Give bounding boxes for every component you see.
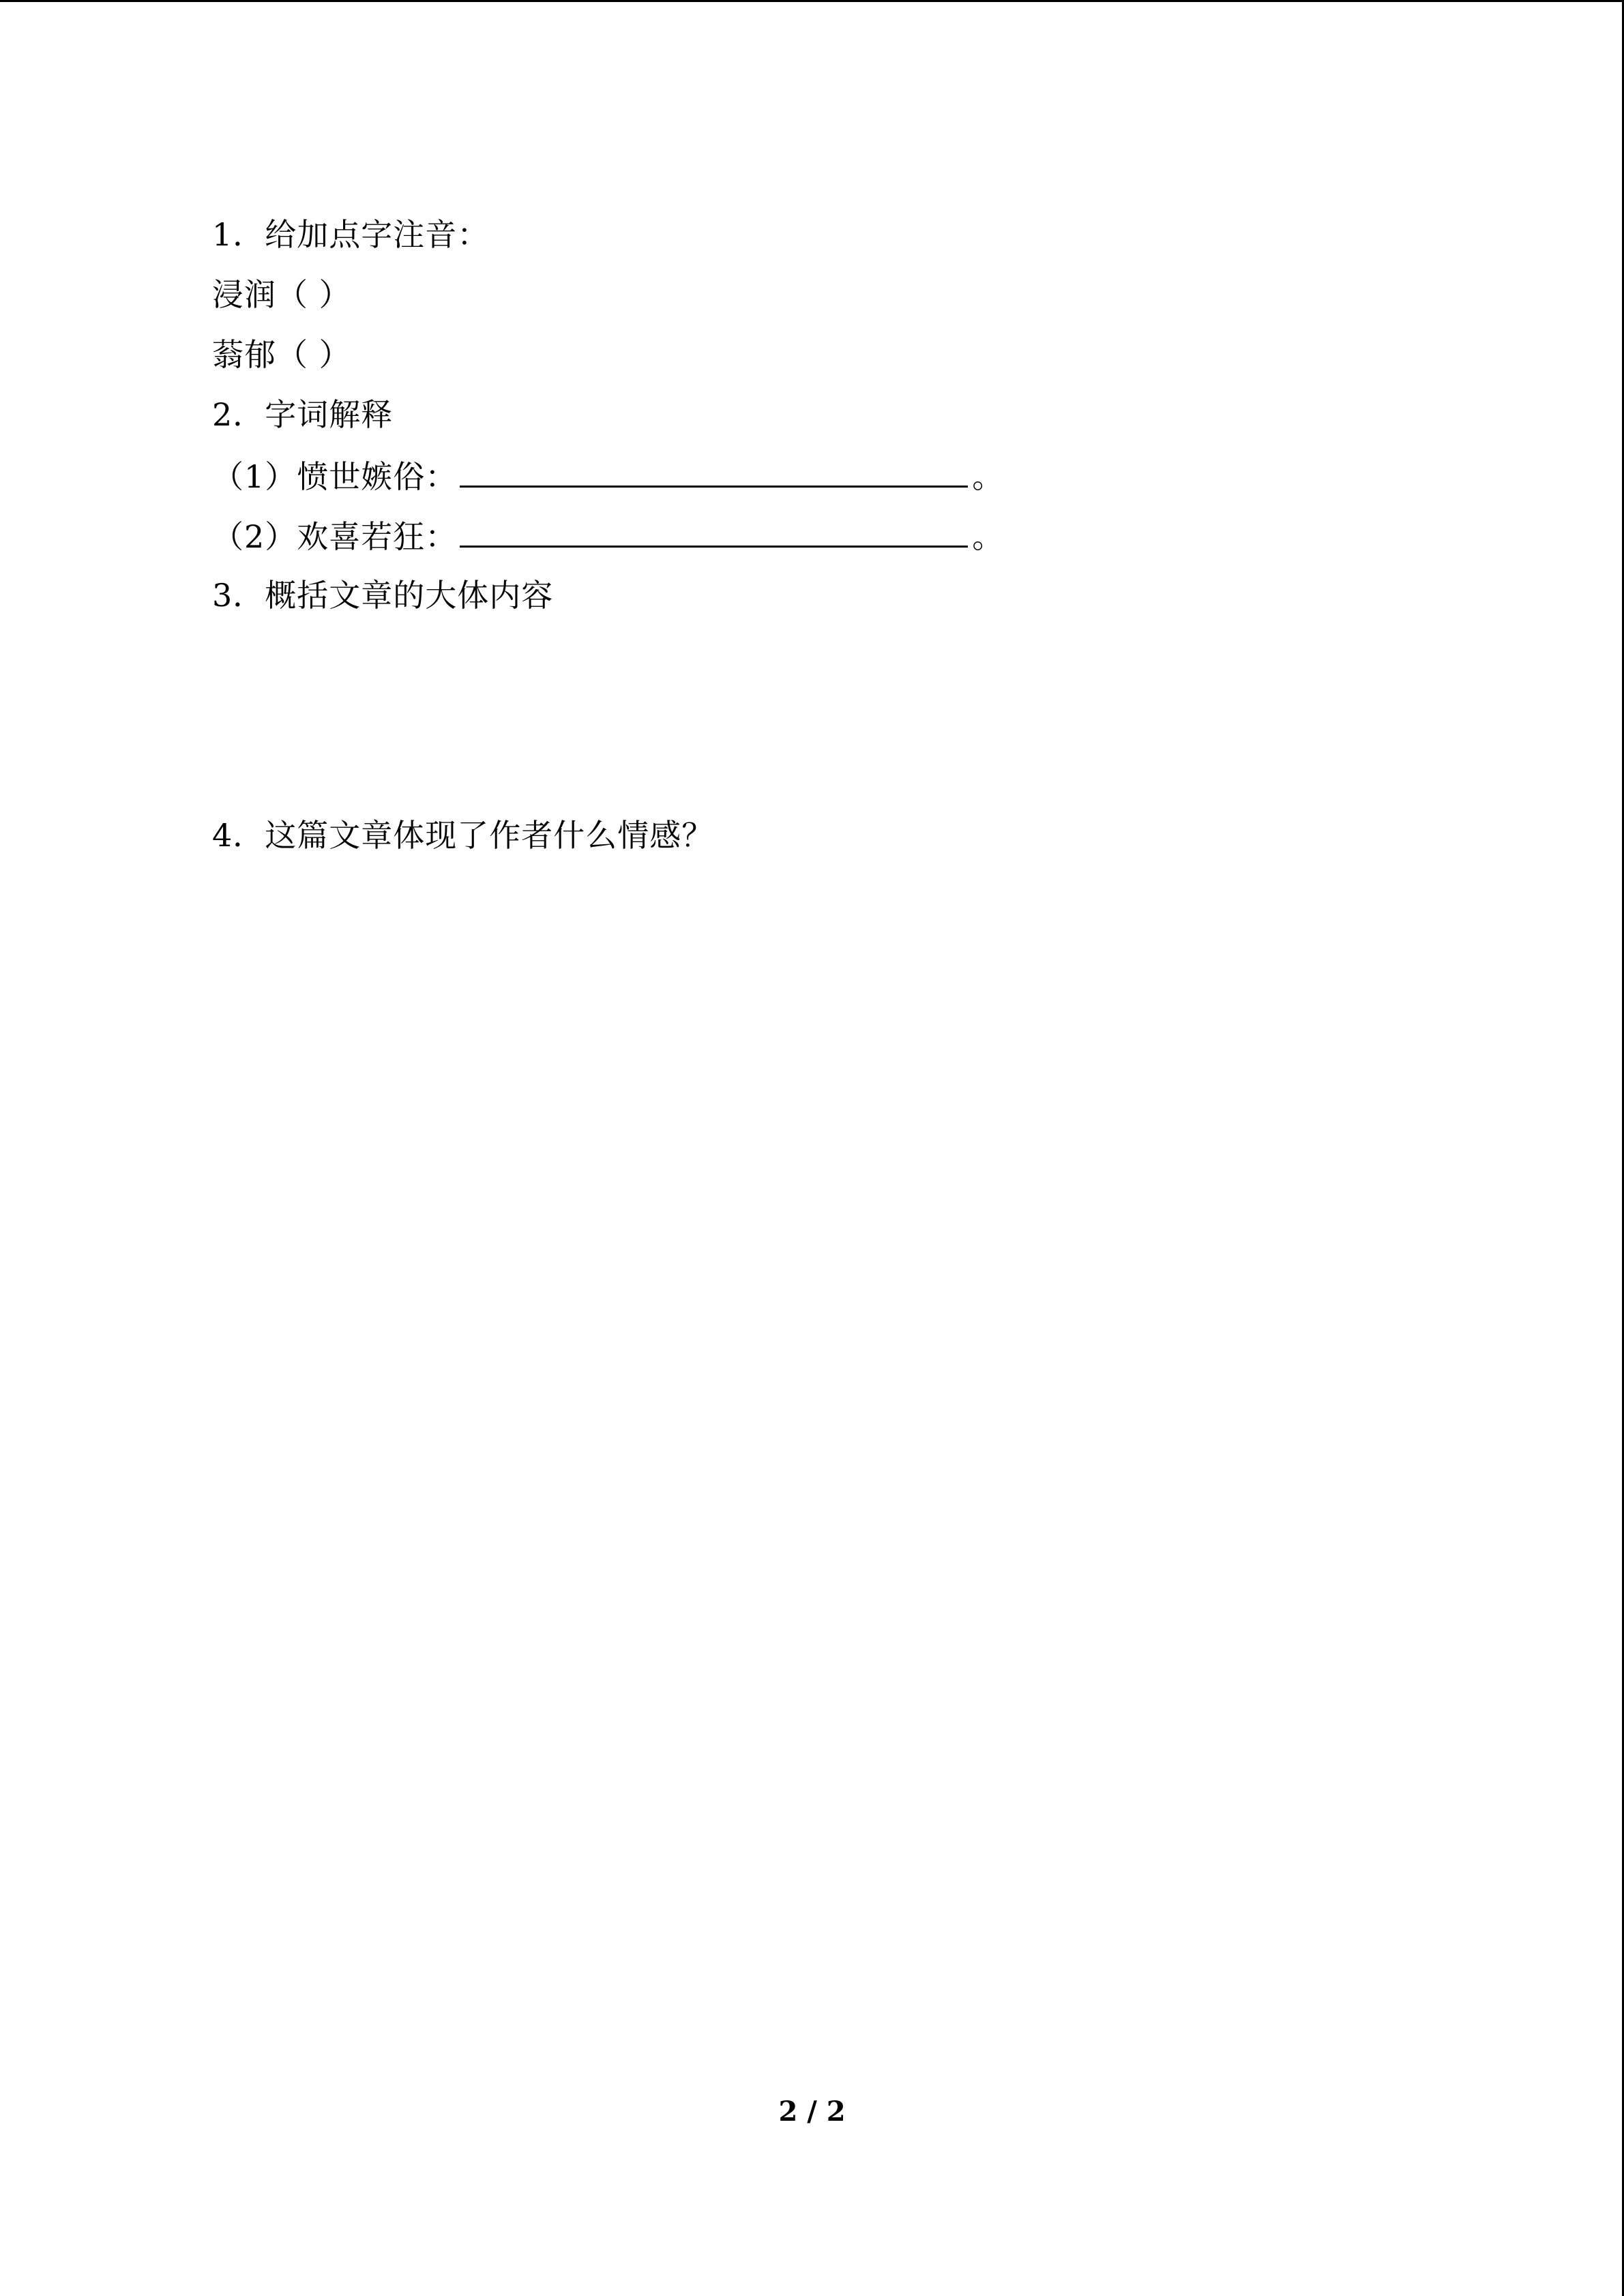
question-3-title: 3．概括文章的大体内容 bbox=[212, 577, 554, 614]
question-2-item-2-end: 。 bbox=[972, 518, 1005, 555]
question-2-item-1-label: （1）愤世嫉俗： bbox=[212, 458, 458, 495]
question-2-title: 2．字词解释 bbox=[212, 396, 394, 433]
page-border-top bbox=[0, 0, 1624, 2]
question-2-item-2 bbox=[212, 516, 1004, 557]
question-2-item-1-blank[interactable] bbox=[460, 456, 968, 488]
question-1-item-2: 蓊郁（ ） bbox=[212, 336, 351, 373]
question-4-title: 4．这篇文章体现了作者什么情感？ bbox=[212, 817, 714, 854]
question-1-title: 1．给加点字注音： bbox=[212, 216, 490, 253]
question-2-item-2-label: （2）欢喜若狂： bbox=[212, 518, 458, 555]
question-2-item-1 bbox=[212, 456, 1004, 497]
question-1-item-1: 浸润（ ） bbox=[212, 276, 351, 313]
question-2-item-2-blank[interactable] bbox=[460, 516, 968, 548]
page-number: 2 / 2 bbox=[778, 2096, 846, 2128]
question-2-item-1-end: 。 bbox=[972, 458, 1005, 495]
